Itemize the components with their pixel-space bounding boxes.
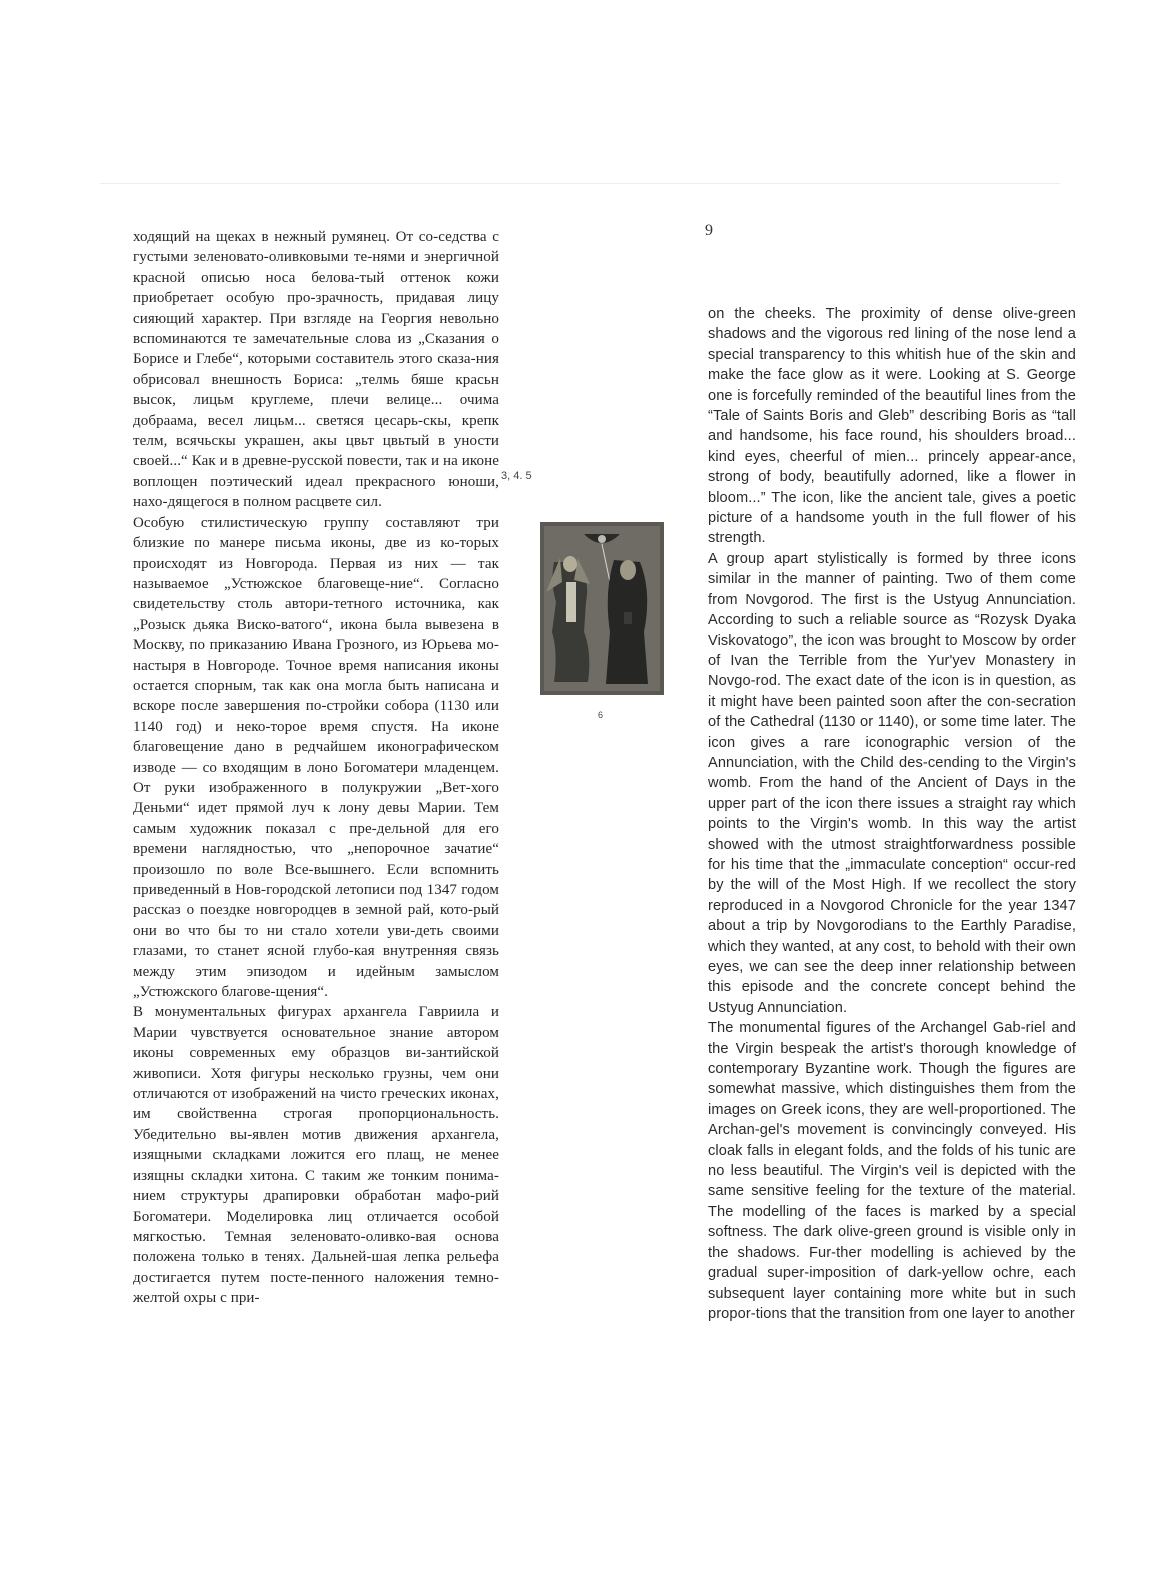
english-paragraph-1: on the cheeks. The proximity of dense olive-green shadows and the vigorous red lining of the nose lend a special transparency to this whitish hue of the skin and make the face glow as it were. Looking at S. George one is forcefully reminded of the beautiful lines from the “Tale of Saints Boris and Gleb” describing Boris as “tall and handsome, his face round, his shoulders broad... kind eyes, cheerful of mien... princely appear-ance, strong of body, beautifully adorned, like a flower in bloom...” The icon, like the ancient tale, gives a poetic picture of a handsome youth in the full flower of his strength. <box>708 306 1076 547</box>
english-text-column <box>708 304 1076 1324</box>
annunciation-icon-svg <box>540 522 664 695</box>
english-paragraph-2: A group apart stylistically is formed by three icons similar in the manner of painting. Two of them come from Novgorod. The first is the Ustyug Annunciation. According to such a reliable source as “Rozysk Dyaka Viskovatogo”, the icon was brought to Moscow by order of Ivan the Terrible from the Yur'yev Monastery in Novgo-rod. The exact date of the icon is in question, as it might have been painted soon after the con-secration of the Cathedral (1130 or 1140), or some time later. The icon gives a rare iconographic version of the Annunciation, with the Child des-cending to the Virgin's womb. From the hand of the Ancient of Days in the upper part of the icon there issues a straight ray which points to the Virgin's womb. In this way the artist showed with the utmost straightforwardness possible for his time that the „immaculate conception“ occur-red by the will of the Most High. If we recollect the story reproduced in a Novgorod Chronicle for the year 1347 about a trip by Novgorodians to the Earthly Paradise, which they wanted, at any cost, to behold with their own eyes, we can see the deep inner relationship between this episode and the concrete concept behind the Ustyug Annunciation. <box>708 550 1076 1016</box>
english-paragraph-3: The monumental figures of the Archangel Gab-riel and the Virgin bespeak the artist's thorough knowledge of contemporary Byzantine work. Though the figures are somewhat massive, which distinguishes them from the images on Greek icons, they are well-proportioned. The Archan-gel's movement is convincingly conveyed. His cloak falls in elegant folds, and the folds of his tunic are no less beautiful. The Virgin's veil is depicted with the same sensitive feeling for the texture of the material. The modelling of the faces is marked by a special softness. The dark olive-green ground is visible only in the shadows. Fur-ther modelling is achieved by the gradual super-imposition of dark-yellow ochre, each subsequent layer containing more white but in such propor-tions that the transition from one layer to another <box>708 1020 1076 1322</box>
scan-artifact-line <box>100 183 1060 184</box>
page-number: 9 <box>705 222 713 239</box>
figure-caption: 6 <box>598 710 604 720</box>
russian-paragraph-3: В монументальных фигурах архангела Гавриила и Марии чувствуется основательное знание автором иконы современных ему образцов ви-зантийской живописи. Хотя фигуры несколько грузны, чем они отличаются от изображений на чисто греческих иконах, им свойственна строгая пропорциональность. Убедительно вы-явлен мотив движения архангела, изящными складками ложится его плащ, не менее изящны складки хитона. С таким же тонким понима-нием структуры драпировки обработан мафо-рий Богоматери. Моделировка лиц отличается особой мягкостью. Темная зеленовато-оливко-вая основа положена только в тенях. Дальней-шая лепка рельефа достигается путем посте-пенного наложения темно-желтой охры с при- <box>133 1004 499 1307</box>
figure-references: 3, 4. 5 <box>501 470 532 482</box>
russian-text-column <box>133 227 499 1309</box>
russian-paragraph-1: ходящий на щеках в нежный румянец. От со-седства с густыми зеленовато-оливковыми те-нями и энергичной красной описью носа белова-тый оттенок кожи приобретает особую про-зрачность, придавая лицу сияющий характер. При взгляде на Георгия невольно вспоминаются те замечательные слова из „Сказания о Борисе и Глебе“, которыми составитель этого сказа-ния обрисовал внешность Бориса: „телмь бяше красьн высок, лицьм круглеме, плечи велице... очима добраама, весел лицьм... светяся цесарь-скы, крепк телм, всячьскы украшен, акы цвьт цвьтый в уности своей...“ Как и в древне-русской повести, так и на иконе воплощен поэтический идеал прекрасного юноши, нахо-дящегося в полном расцвете сил. <box>133 229 499 511</box>
russian-paragraph-2: Особую стилистическую группу составляют три близкие по манере письма иконы, две из ко-торых происходят из Новгорода. Первая из них — так называемое „Устюжское благовеще-ние“. Согласно свидетельству столь автори-тетного источника, как „Розыск дьяка Виско-ватого“, икона была вывезена в Москву, по приказанию Ивана Грозного, из Юрьева мо-настыря в Новгороде. Точное время написания иконы остается спорным, так как она могла быть написана и вскоре после завершения по-стройки собора (1130 или 1140 год) и неко-торое время спустя. На иконе благовещение дано в редчайшем иконографическом изводе — со входящим в лоно Богоматери младенцем. От руки изображенного в полукружии „Вет-хого Деньми“ идет прямой луч к лону девы Марии. Тем самым художник показал с пре-дельной для его времени наглядностью, что „непорочное зачатие“ произошло по воле Все-вышнего. Если вспомнить приведенный в Нов-городской летописи под 1347 годом рассказ о поездке новгородцев в земной рай, кото-рый они во что бы то ни стало хотели уви-деть своими глазами, то станет ясной глубо-кая внутренняя связь между этим эпизодом и идейным замыслом „Устюжского благове-щения“. <box>133 514 499 1001</box>
annunciation-icon-image <box>540 522 664 695</box>
